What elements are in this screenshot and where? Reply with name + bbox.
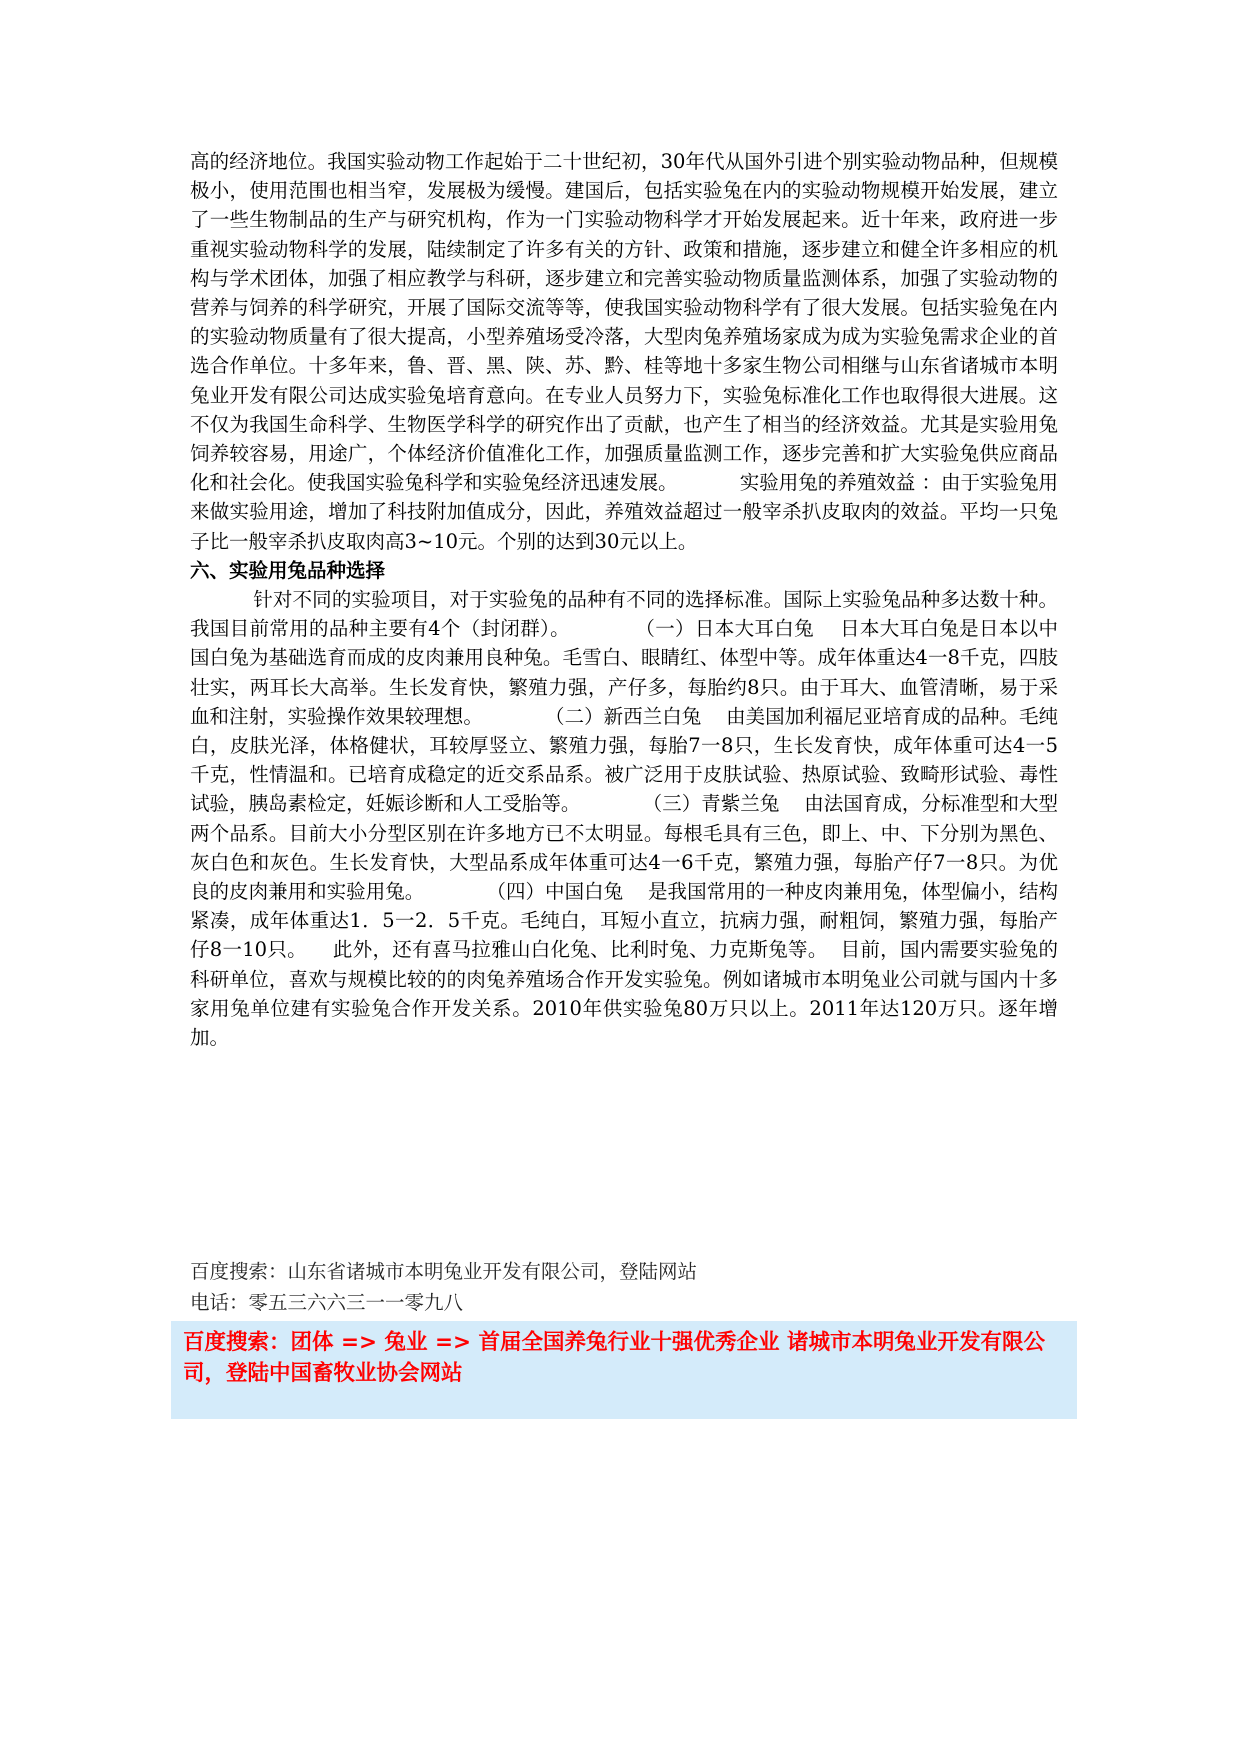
phone-line: 电话：零五三六六三一一零九八 [190,1291,464,1314]
article-body [190,147,1058,1052]
section-heading: 六、实验用兔品种选择 [190,558,386,582]
paragraph-breeds: 针对不同的实验项目，对于实验兔的品种有不同的选择标准。国际上实验兔品种多达数十种。我国目前常用的品种主要有4个（封闭群）。 （一）日本大耳白兔 日本大耳白兔是日本以中国白兔为基础选育而成的皮肉兼用良种兔。毛雪白、眼睛红、体型中等。成年体重达4一8千克，四肢壮实，两耳长大高举。生长发育快，繁殖力强，产仔多，每胎约8只。由于耳大、血管清晰，易于采血和注射，实验操作效果较理想。 （二）新西兰白兔 由美国加利福尼亚培育成的品种。毛纯白，皮肤光泽，体格健状，耳较厚竖立、繁殖力强，每胎7一8只，生长发育快，成年体重可达4一5千克，性情温和。已培育成稳定的近交系品系。被广泛用于皮肤试验、热原试验、致畸形试验、毒性试验，胰岛素检定，妊娠诊断和人工受胎等。 （三）青紫兰兔 由法国育成，分标准型和大型两个品系。目前大小分型区别在许多地方已不太明显。每根毛具有三色，即上、中、下分别为黑色、灰白色和灰色。生长发育快，大型品系成年体重可达4一6千克，繁殖力强，每胎产仔7一8只。为优良的皮肉兼用和实验用兔。 （四）中国白兔 是我国常用的一种皮肉兼用兔，体型偏小，结构紧凑，成年体重达1．5一2．5千克。毛纯白，耳短小直立，抗病力强，耐粗饲，繁殖力强，每胎产仔8一10只。 此外，还有喜马拉雅山白化兔、比利时兔、力克斯兔等。 目前，国内需要实验兔的科研单位，喜欢与规模比较的的肉兔养殖场合作开发实验兔。例如诸城市本明兔业公司就与国内十多家用兔单位建有实验兔合作开发关系。2010年供实验兔80万只以上。2011年达120万只。逐年增加。 [190,588,1058,1050]
promo-banner [171,1321,1077,1419]
promo-banner-text: 百度搜索：团体 => 兔业 => 首届全国养兔行业十强优秀企业 诸城市本明兔业开发有限公司，登陆中国畜牧业协会网站 [183,1330,1045,1386]
search-hint: 百度搜索：山东省诸城市本明兔业开发有限公司，登陆网站 [190,1260,698,1283]
paragraph-history: 高的经济地位。我国实验动物工作起始于二十世纪初，30年代从国外引进个别实验动物品种，但规模极小，使用范围也相当窄，发展极为缓慢。建国后，包括实验兔在内的实验动物规模开始发展，建立了一些生物制品的生产与研究机构，作为一门实验动物科学才开始发展起来。近十年来，政府进一步重视实验动物科学的发展，陆续制定了许多有关的方针、政策和措施，逐步建立和健全许多相应的机构与学术团体，加强了相应教学与科研，逐步建立和完善实验动物质量监测体系，加强了实验动物的营养与饲养的科学研究，开展了国际交流等等，使我国实验动物科学有了很大发展。包括实验兔在内的实验动物质量有了很大提高，小型养殖场受冷落，大型肉兔养殖场家成为成为实验兔需求企业的首选合作单位。十多年来，鲁、晋、黑、陕、苏、黔、桂等地十多家生物公司相继与山东省诸城市本明兔业开发有限公司达成实验兔培育意向。在专业人员努力下，实验兔标准化工作也取得很大进展。这不仅为我国生命科学、生物医学科学的研究作出了贡献，也产生了相当的经济效益。尤其是实验用兔饲养较容易，用途广，个体经济价值准化工作，加强质量监测工作，逐步完善和扩大实验兔供应商品化和社会化。使我国实验兔科学和实验兔经济迅速发展。 实验用兔的养殖效益 ：由于实验兔用来做实验用途，增加了科技附加值成分，因此，养殖效益超过一般宰杀扒皮取肉的效益。平均一只兔子比一般宰杀扒皮取肉高3~10元。个别的达到30元以上。 [190,150,1058,553]
contact-info [190,1256,1058,1318]
